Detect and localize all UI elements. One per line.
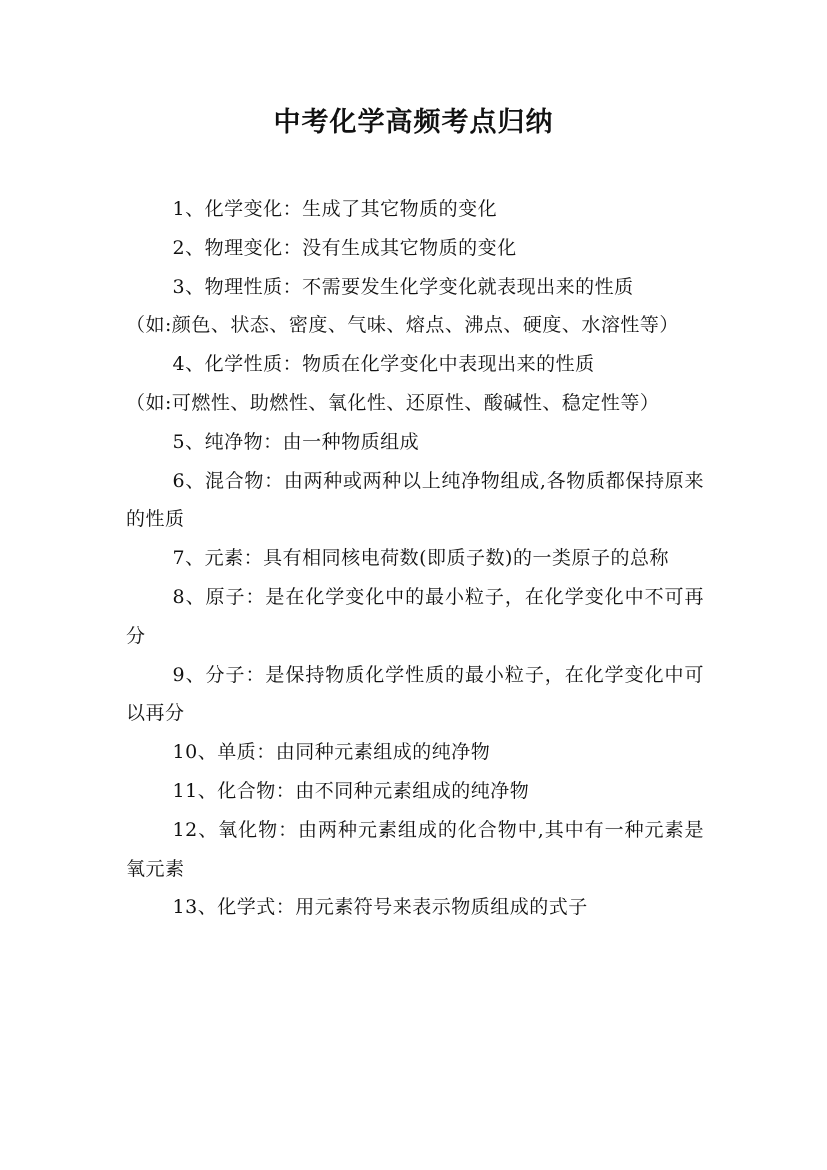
- item-text: 9、分子：是保持物质化学性质的最小粒子，在化学变化中可以再分: [126, 663, 704, 725]
- item-text: 11、化合物：由不同种元素组成的纯净物: [172, 779, 530, 802]
- item-text: 12、氧化物：由两种元素组成的化合物中,其中有一种元素是氧元素: [126, 818, 704, 880]
- list-item: [126, 268, 704, 346]
- item-text: 4、化学性质：物质在化学变化中表现出来的性质: [172, 353, 595, 376]
- list-item: [126, 345, 704, 423]
- list-item: [126, 772, 704, 811]
- item-text: 2、物理变化：没有生成其它物质的变化: [172, 236, 517, 259]
- list-item: [126, 539, 704, 578]
- list-item: [126, 190, 704, 229]
- list-item: [126, 578, 704, 656]
- item-text: 1、化学变化：生成了其它物质的变化: [172, 198, 498, 220]
- list-item: [126, 733, 704, 772]
- list-item: [126, 656, 704, 734]
- item-text: 8、原子：是在化学变化中的最小粒子，在化学变化中不可再分: [126, 585, 704, 647]
- definition-list: [126, 190, 704, 927]
- page-title: 中考化学高频考点归纳: [273, 107, 554, 138]
- item-example: （如:可燃性、助燃性、氧化性、还原性、酸碱性、稳定性等）: [126, 391, 660, 414]
- item-text: 5、纯净物：由一种物质组成: [172, 430, 420, 453]
- list-item: [126, 462, 704, 540]
- list-item: [126, 888, 704, 927]
- item-example: （如:颜色、状态、密度、气味、熔点、沸点、硬度、水溶性等）: [126, 314, 679, 337]
- list-item: [126, 423, 704, 462]
- item-text: 7、元素：具有相同核电荷数(即质子数)的一类原子的总称: [172, 547, 669, 570]
- list-item: [126, 229, 704, 268]
- item-text: 13、化学式：用元素符号来表示物质组成的式子: [172, 896, 588, 919]
- item-text: 6、混合物：由两种或两种以上纯净物组成,各物质都保持原来的性质: [126, 469, 704, 531]
- list-item: [126, 811, 704, 889]
- item-text: 10、单质：由同种元素组成的纯净物: [172, 741, 491, 764]
- item-text: 3、物理性质：不需要发生化学变化就表现出来的性质: [172, 275, 634, 298]
